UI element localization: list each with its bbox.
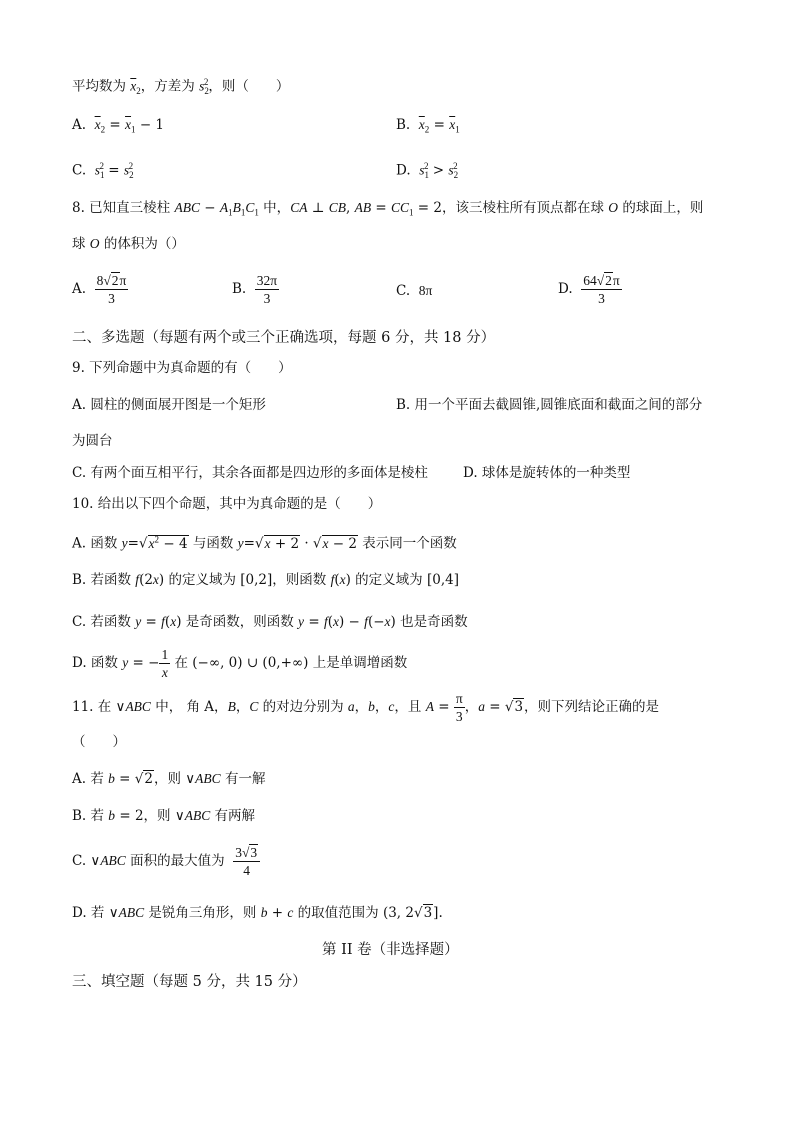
q9-option-b-line2: 为圆台 (72, 433, 113, 449)
q11-option-b: B. 若 b = 2，则 ∨ABC 有两解 (72, 808, 255, 824)
q9-option-d: D. 球体是旋转体的一种类型 (463, 465, 631, 481)
q8-stem-line2: 球 O 的体积为（） (72, 236, 185, 252)
q11-option-d: D. 若 ∨ABC 是锐角三角形，则 b + c 的取值范围为 (3, 2√3]. (72, 905, 443, 921)
q8-option-a: A. $\frac{8√2\pi}{3}$ (72, 273, 127, 306)
q9-option-a: A. 圆柱的侧面展开图是一个矩形 (72, 397, 266, 413)
q11-option-c: C. ∨ABC 面积的最大值为 $\frac{3√3}{4}$ (72, 844, 260, 879)
part2-title: 第 II 卷（非选择题） (322, 942, 459, 958)
q8-option-c: C. 8π (396, 283, 433, 299)
q8-stem-line1: 8. 已知直三棱柱 ABC − $A_1B_1C_1$ 中，CA ⊥ CB, AB = $CC_1 = 2$，该三棱柱所有顶点都在球 O 的球面上，则 (72, 200, 704, 218)
q10-option-d: D. 函数 y = − $\frac{1}{x}$ 在 (−∞, 0) ∪ (0,+∞) 上是单调增函数 (72, 647, 408, 680)
q8-option-b: B. $\frac{32\pi}{3}$ (232, 273, 278, 306)
section2-title: 二、多选题（每题有两个或三个正确选项，每题 6 分，共 18 分） (72, 330, 496, 346)
q8-option-d: D. $\frac{64√2\pi}{3}$ (558, 273, 620, 306)
q7-option-d: D. $s_1^2 > s_2^2$ (396, 161, 459, 181)
q9-option-b-line1: B. 用一个平面去截圆锥,圆锥底面和截面之间的部分 (396, 397, 703, 413)
q7-stem: 平均数为 $\overline{x}_2$，方差为 $s_2^2$，则（ ） (72, 77, 290, 97)
q10-option-b: B. 若函数 f(2x) 的定义域为 [0,2]，则函数 f(x) 的定义域为 [0,4] (72, 572, 459, 588)
q10-stem: 10. 给出以下四个命题，其中为真命题的是（ ） (72, 496, 382, 512)
q9-option-c: C. 有两个面互相平行，其余各面都是四边形的多面体是棱柱 (72, 465, 428, 481)
q7-option-c: C. $s_1^2 = s_2^2$ (72, 161, 134, 181)
q11-stem-line2: （ ） (72, 734, 126, 750)
section3-title: 三、填空题（每题 5 分，共 15 分） (72, 974, 307, 990)
q9-stem: 9. 下列命题中为真命题的有（ ） (72, 360, 292, 376)
q10-option-c: C. 若函数 y = f(x) 是奇函数，则函数 y = f(x) − f(−x) 也是奇函数 (72, 614, 468, 630)
q10-option-a: A. 函数 $y=√x^2 - 4$ 与函数 y=√x + 2 · √x − 2 表示同一个函数 (72, 534, 457, 552)
q7-option-a: A. $\overline{x}_2 = \overline{x}_1 - 1$ (72, 117, 165, 135)
q11-option-a: A. 若 b = √2，则 ∨ABC 有一解 (72, 771, 266, 787)
q11-stem-line1: 11. 在 ∨ABC 中， 角 A，B，C 的对边分别为 a，b，c，且 A = $\frac{\pi}{3}$ ，a = √3，则下列结论正确的是 (72, 691, 660, 724)
q7-option-b: B. $\overline{x}_2 = \overline{x}_1$ (396, 117, 460, 135)
